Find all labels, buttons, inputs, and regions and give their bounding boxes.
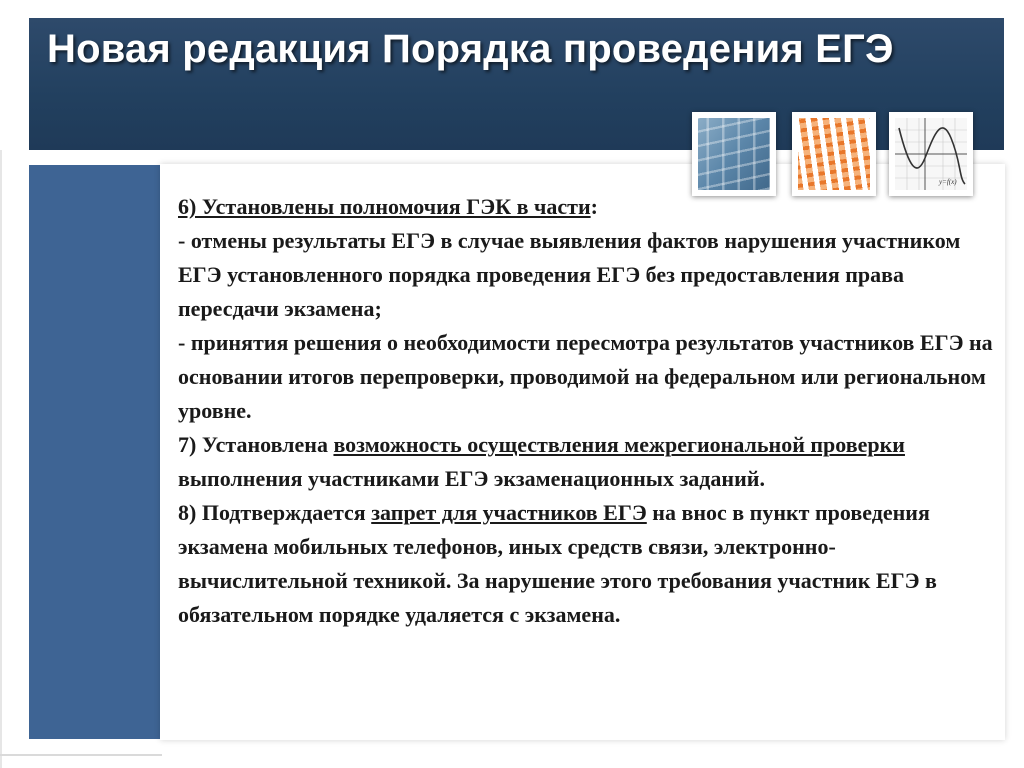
side-accent-panel [29,165,160,739]
paragraph-6-heading [178,190,1000,224]
function-graph-icon [889,112,973,196]
paragraph-6a: - отмены результаты ЕГЭ в случае выявления фактов нарушения участником ЕГЭ установленного порядка проведения ЕГЭ без предоставления права пересдачи экзамена; [178,228,961,321]
slide-title: Новая редакция Порядка проведения ЕГЭ [47,27,894,71]
bottom-divider [0,754,162,756]
paragraph-7-pre: 7) Установлена [178,432,334,457]
keyboard-photo-icon [692,112,776,196]
paragraph-8-post: на внос в пункт проведения экзамена мобильных телефонов, иных средств связи, электронно-вычислительной техникой. За нарушение этого требования участник ЕГЭ в обязательном порядке удаляется с экзамена. [178,500,937,627]
paragraph-6b: - принятия решения о необходимости пересмотра результатов участников ЕГЭ на основании итогов перепроверки, проводимой на федеральном или региональном уровне. [178,330,993,423]
paragraph-8-underlined: запрет для участников ЕГЭ [371,500,647,525]
paragraph-7-post: выполнения участниками ЕГЭ экзаменационных заданий. [178,466,765,491]
paragraph-7-underlined: возможность осуществления межрегиональной проверки [333,432,905,457]
paragraph-6-lead: 6) Установлены полномочия ГЭК в части [178,194,591,219]
slide-body [178,190,1000,632]
paragraph-8-pre: 8) Подтверждается [178,500,372,525]
paragraph-8 [178,496,1000,632]
left-edge-line [0,150,2,768]
answer-sheet-photo-icon [792,112,876,196]
paragraph-7 [178,428,1000,496]
paragraph-6-colon: : [590,194,598,219]
graph-caption: y=f(x) [939,178,957,186]
